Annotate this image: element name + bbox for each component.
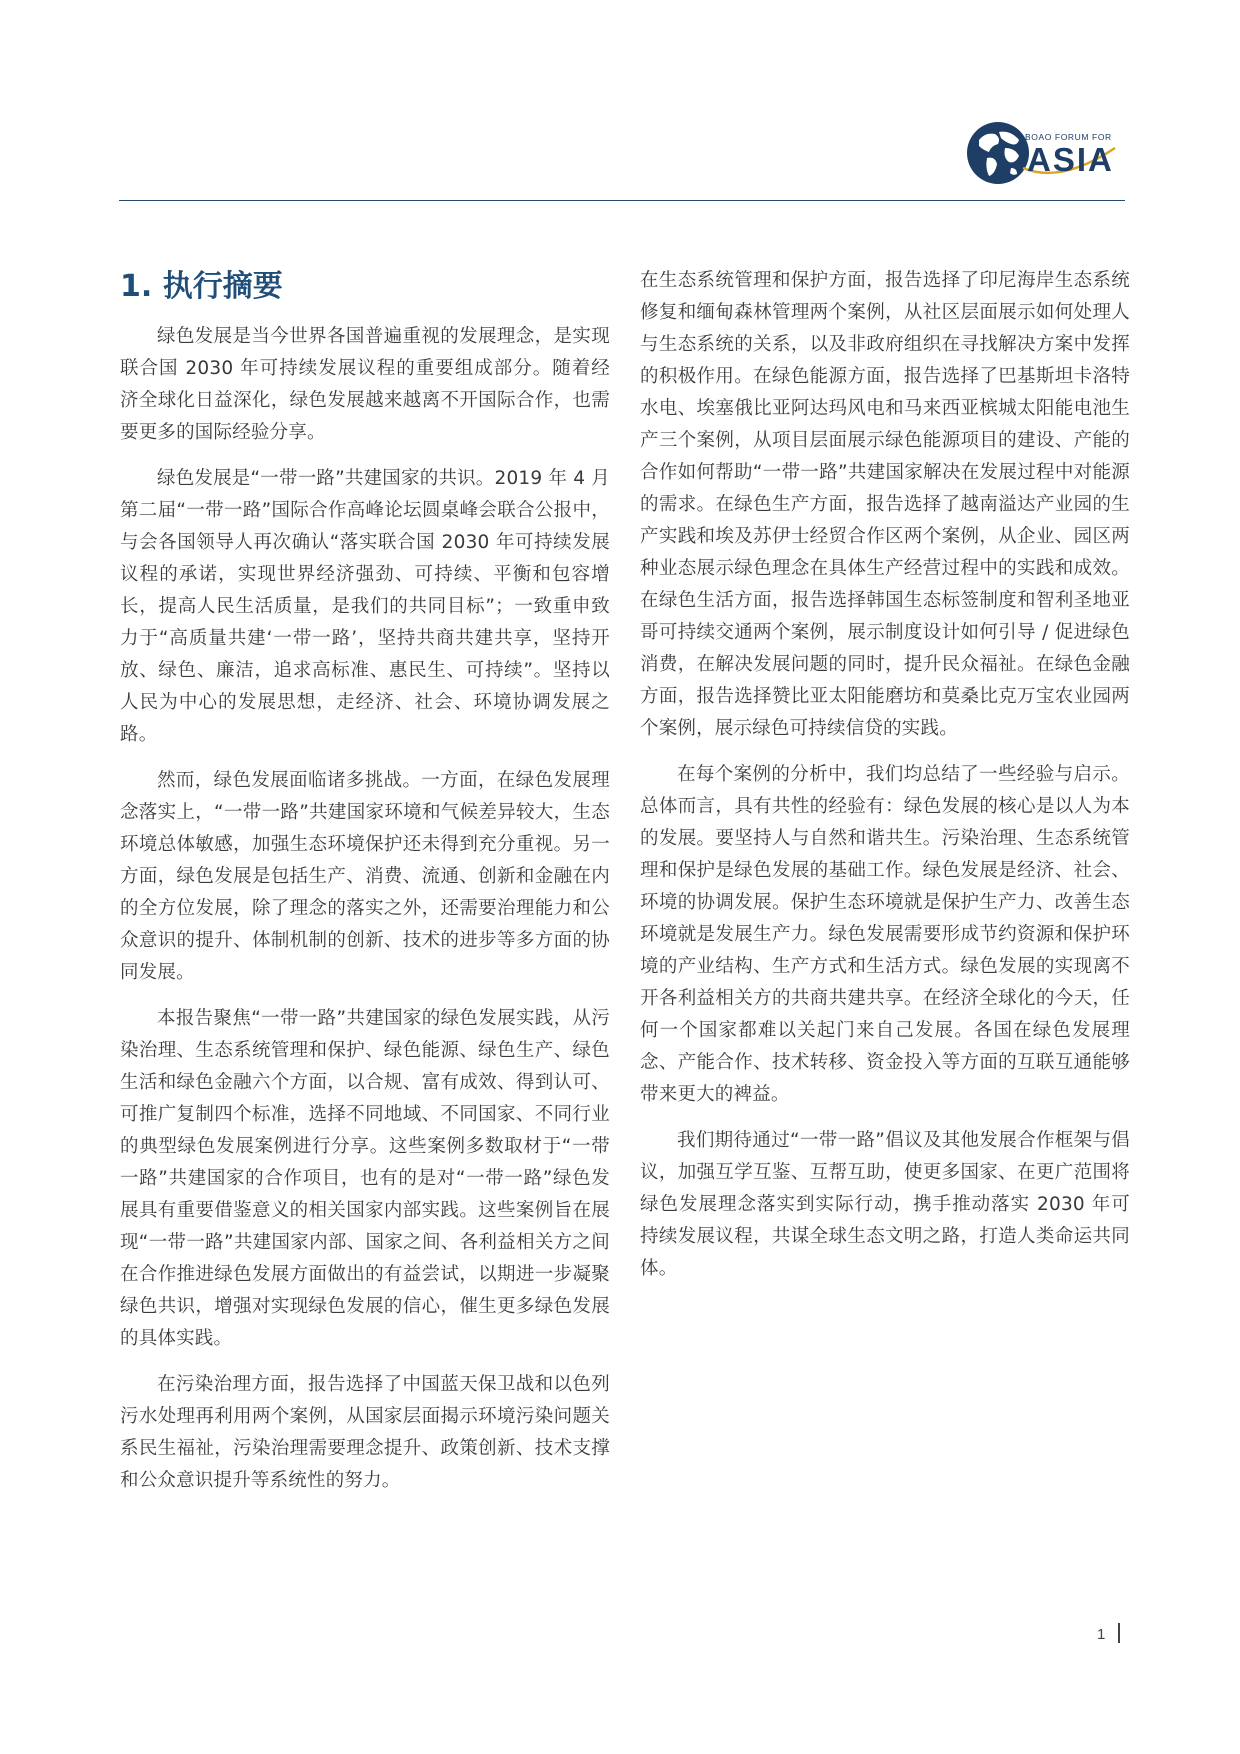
paragraph: 在污染治理方面，报告选择了中国蓝天保卫战和以色列污水处理再利用两个案例，从国家层面揭示环境污染问题关系民生福祉，污染治理需要理念提升、政策创新、技术支撑和公众意识提升等系统性的努力。 — [120, 1374, 610, 1491]
page-number-bar — [1118, 1623, 1120, 1643]
logo-tagline: BOAO FORUM FOR — [1025, 132, 1112, 142]
paragraph: 然而，绿色发展面临诸多挑战。一方面，在绿色发展理念落实上，“一带一路”共建国家环境和气候差异较大，生态环境总体敏感，加强生态环境保护还未得到充分重视。另一方面，绿色发展是包括生产、消费、流通、创新和金融在内的全方位发展，除了理念的落实之外，还需要治理能力和公众意识的提升、体制机制的创新、技术的进步等多方面的协同发展。 — [120, 770, 610, 983]
paragraph: 我们期待通过“一带一路”倡议及其他发展合作框架与倡议，加强互学互鉴、互帮互助，使更多国家、在更广范围将绿色发展理念落实到实际行动，携手推动落实 2030 年可持续发展议程，共谋全球生态文明之路，打造人类命运共同体。 — [640, 1130, 1130, 1279]
paragraph: 绿色发展是当今世界各国普遍重视的发展理念，是实现联合国 2030 年可持续发展议程的重要组成部分。随着经济全球化日益深化，绿色发展越来越离不开国际合作，也需要更多的国际经验分享。 — [120, 326, 610, 443]
header-divider — [119, 200, 1125, 201]
left-column — [120, 267, 610, 1511]
paragraph: 本报告聚焦“一带一路”共建国家的绿色发展实践，从污染治理、生态系统管理和保护、绿色能源、绿色生产、绿色生活和绿色金融六个方面，以合规、富有成效、得到认可、可推广复制四个标准，选择不同地域、不同国家、不同行业的典型绿色发展案例进行分享。这些案例多数取材于“一带一路”共建国家的合作项目，也有的是对“一带一路”绿色发展具有重要借鉴意义的相关国家内部实践。这些案例旨在展现“一带一路”共建国家内部、国家之间、各利益相关方之间在合作推进绿色发展方面做出的有益尝试，以期进一步凝聚绿色共识，增强对实现绿色发展的信心，催生更多绿色发展的具体实践。 — [120, 1008, 610, 1349]
paragraph-continuation: 在生态系统管理和保护方面，报告选择了印尼海岸生态系统修复和缅甸森林管理两个案例，从社区层面展示如何处理人与生态系统的关系，以及非政府组织在寻找解决方案中发挥的积极作用。在绿色能源方面，报告选择了巴基斯坦卡洛特水电、埃塞俄比亚阿达玛风电和马来西亚槟城太阳能电池生产三个案例，从项目层面展示绿色能源项目的建设、产能的合作如何帮助“一带一路”共建国家解决在发展过程中对能源的需求。在绿色生产方面，报告选择了越南溢达产业园的生产实践和埃及苏伊士经贸合作区两个案例，从企业、园区两种业态展示绿色理念在具体生产经营过程中的实践和成效。在绿色生活方面，报告选择韩国生态标签制度和智利圣地亚哥可持续交通两个案例，展示制度设计如何引导 / 促进绿色消费，在解决发展问题的同时，提升民众福祉。在绿色金融方面，报告选择赞比亚太阳能磨坊和莫桑比克万宝农业园两个案例，展示绿色可持续信贷的实践。 — [640, 270, 1130, 739]
page-number: 1 — [1097, 1626, 1106, 1643]
paragraph: 绿色发展是“一带一路”共建国家的共识。2019 年 4 月第二届“一带一路”国际合作高峰论坛圆桌峰会联合公报中，与会各国领导人再次确认“落实联合国 2030 年可持续发展议程的承诺，实现世界经济强劲、可持续、平衡和包容增长，提高人民生活质量，是我们的共同目标”；一致重申致力于“高质量共建‘一带一路’，坚持共商共建共享，坚持开放、绿色、廉洁，追求高标准、惠民生、可持续”。坚持以人民为中心的发展思想，走经济、社会、环境协调发展之路。 — [120, 468, 610, 745]
right-column — [640, 265, 1130, 1299]
boao-forum-logo — [965, 118, 1115, 188]
section-title: 1. 执行摘要 — [120, 269, 283, 304]
logo-wordmark: ASIA — [1027, 141, 1114, 178]
paragraph: 在每个案例的分析中，我们均总结了一些经验与启示。总体而言，具有共性的经验有：绿色发展的核心是以人为本的发展。要坚持人与自然和谐共生。污染治理、生态系统管理和保护是绿色发展的基础工作。绿色发展是经济、社会、环境的协调发展。保护生态环境就是保护生产力、改善生态环境就是发展生产力。绿色发展需要形成节约资源和保护环境的产业结构、生产方式和生活方式。绿色发展的实现离不开各利益相关方的共商共建共享。在经济全球化的今天，任何一个国家都难以关起门来自己发展。各国在绿色发展理念、产能合作、技术转移、资金投入等方面的互联互通能够带来更大的裨益。 — [640, 764, 1130, 1105]
